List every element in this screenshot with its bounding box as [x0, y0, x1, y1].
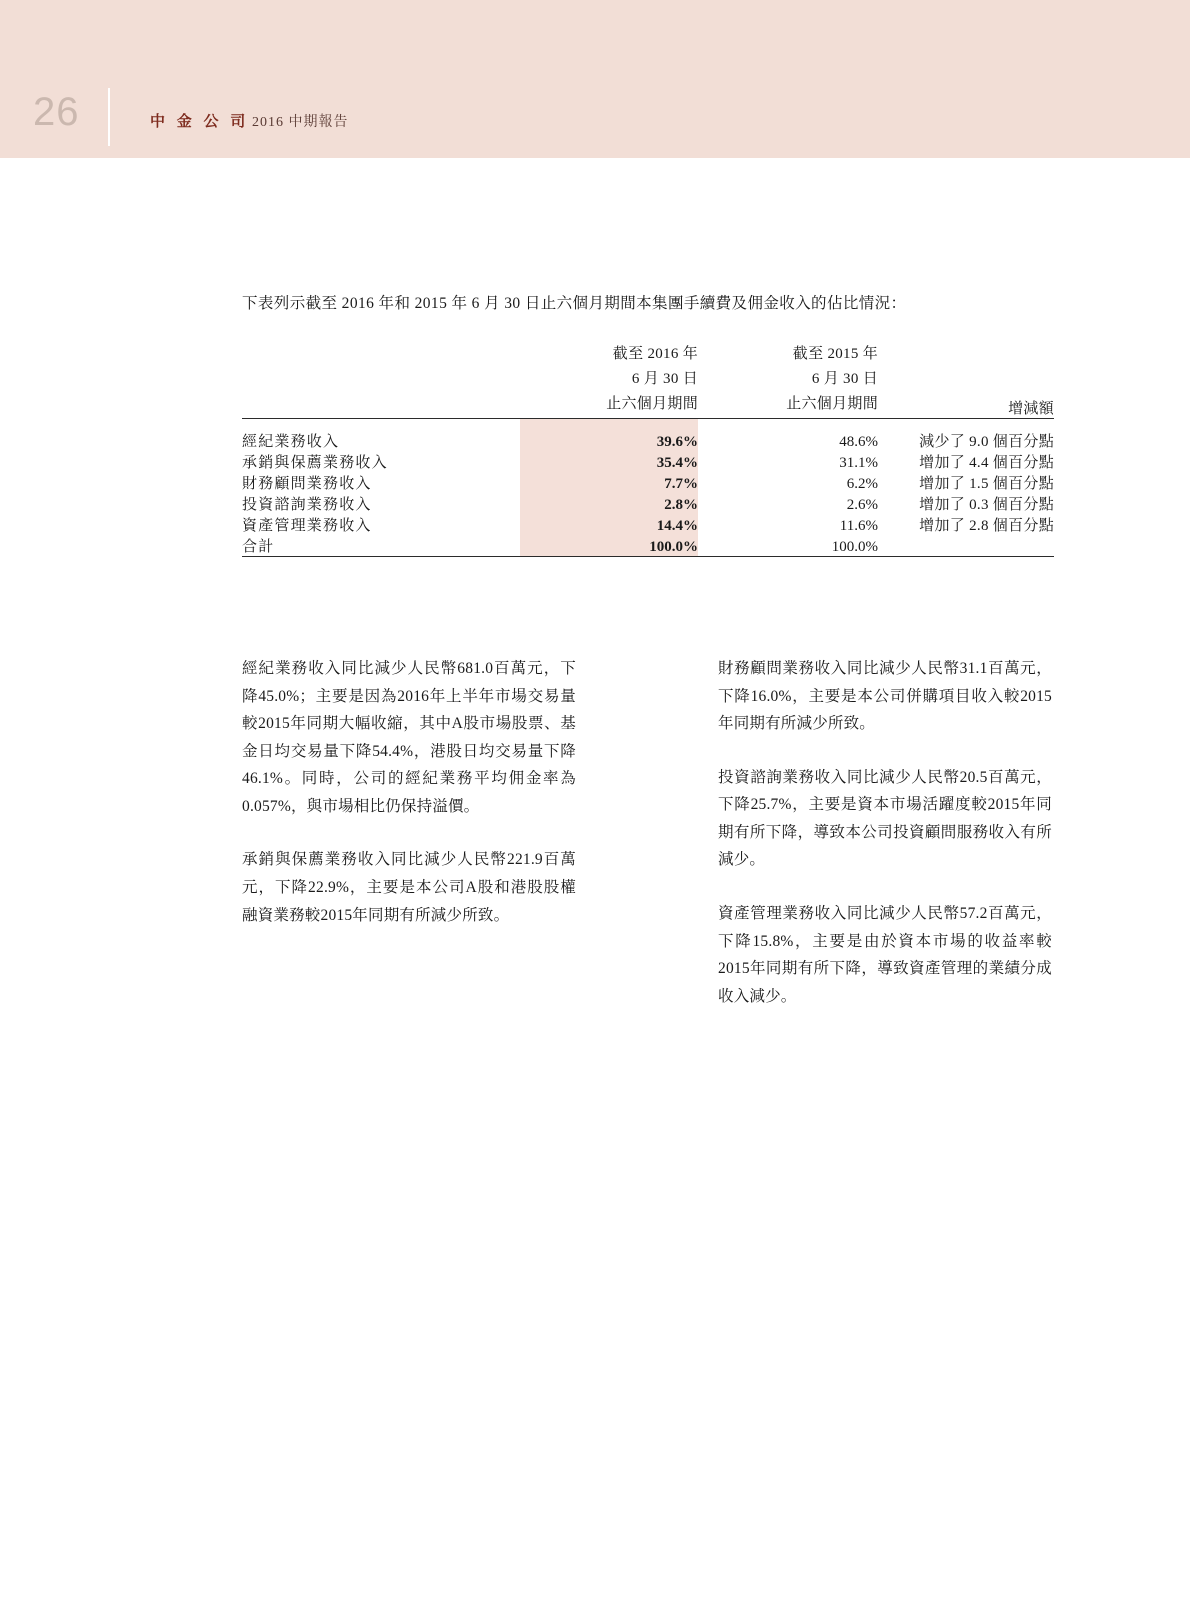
row-value-delta: 減少了 9.0 個百分點: [919, 433, 1054, 450]
header-divider: [108, 88, 110, 146]
row-value-2016: 14.4%: [520, 514, 698, 535]
row-value-2016: 39.6%: [520, 430, 698, 451]
header-col-2016-line2: 6 月 30 日: [631, 371, 698, 388]
row-value-2015: 100.0%: [831, 538, 878, 555]
row-label: 投資諮詢業務收入: [242, 496, 372, 513]
paragraph-financial-advisory: 財務顧問業務收入同比減少人民幣31.1百萬元，下降16.0%，主要是本公司併購項目收入較2015年同期有所減少所致。: [718, 660, 1052, 733]
table-total-row: [242, 535, 1054, 556]
header-col-2016-line1: 截至 2016 年: [612, 346, 698, 362]
row-value-delta: 增加了 2.8 個百分點: [919, 517, 1054, 534]
row-label: 承銷與保薦業務收入: [242, 454, 388, 471]
fee-commission-table-wrapper: [242, 342, 1054, 557]
body-column-right: [718, 655, 1052, 1010]
header-label-blank: [242, 342, 520, 418]
company-brand: 中 金 公 司: [150, 114, 250, 130]
table-row: [242, 493, 1054, 514]
body-column-left: [242, 655, 576, 929]
row-value-delta: 增加了 0.3 個百分點: [919, 496, 1054, 513]
table-row: [242, 430, 1054, 451]
row-label: 資產管理業務收入: [242, 517, 372, 534]
row-value-2016: 35.4%: [520, 451, 698, 472]
header-col-2015-line3: 止六個月期間: [786, 396, 878, 413]
paragraph-underwriting: 承銷與保薦業務收入同比減少人民幣221.9百萬元，下降22.9%，主要是本公司A股和港股股權融資業務較2015年同期有所減少所致。: [242, 851, 576, 924]
table-header-spacer: [242, 418, 1054, 430]
row-label: 合計: [242, 538, 275, 555]
paragraph-brokerage: 經紀業務收入同比減少人民幣681.0百萬元，下降45.0%；主要是因為2016年上半年市場交易量較2015年同期大幅收縮，其中A股市場股票、基金日均交易量下降54.4%，港股日均交易量下降46.1%。同時，公司的經紀業務平均佣金率為0.057%，與市場相比仍保持溢價。: [242, 660, 576, 815]
row-value-2015: 31.1%: [839, 454, 878, 471]
row-value-delta: 增加了 1.5 個百分點: [919, 475, 1054, 492]
row-value-2016: 100.0%: [520, 535, 698, 556]
row-value-2015: 6.2%: [846, 475, 878, 492]
row-label: 財務顧問業務收入: [242, 475, 372, 492]
paragraph-asset-management: 資產管理業務收入同比減少人民幣57.2百萬元，下降15.8%，主要是由於資本市場的收益率較2015年同期有所下降，導致資產管理的業績分成收入減少。: [718, 905, 1052, 1005]
report-title: 2016 中期報告: [252, 115, 349, 130]
row-value-2015: 11.6%: [839, 517, 878, 534]
row-value-delta: 增加了 4.4 個百分點: [919, 454, 1054, 471]
intro-paragraph: 下表列示截至 2016 年和 2015 年 6 月 30 日止六個月期間本集團手續費及佣金收入的佔比情況：: [242, 295, 907, 312]
header-col-2016: [520, 342, 698, 418]
table-bottom-rule: [242, 556, 1054, 557]
row-value-2016: 2.8%: [520, 493, 698, 514]
header-col-2015-line2: 6 月 30 日: [811, 371, 878, 388]
paragraph-investment-advisory: 投資諮詢業務收入同比減少人民幣20.5百萬元，下降25.7%，主要是資本市場活躍度較2015年同期有所下降，導致本公司投資顧問服務收入有所減少。: [718, 768, 1052, 869]
page-number: 26: [33, 90, 80, 134]
page-header-band: [0, 0, 1190, 158]
row-label: 經紀業務收入: [242, 433, 340, 450]
row-value-delta: [878, 535, 1054, 556]
header-col-delta: 增減額: [1008, 400, 1054, 417]
header-col-2015-line1: 截至 2015 年: [792, 346, 878, 362]
row-value-2015: 48.6%: [839, 433, 878, 450]
table-header-row: [242, 342, 1054, 418]
row-value-2016: 7.7%: [520, 472, 698, 493]
header-col-2016-line3: 止六個月期間: [606, 396, 698, 413]
table-row: [242, 451, 1054, 472]
table-row: [242, 514, 1054, 535]
fee-commission-table: [242, 342, 1054, 557]
header-col-2015: [698, 342, 878, 418]
table-row: [242, 472, 1054, 493]
row-value-2015: 2.6%: [846, 496, 878, 513]
